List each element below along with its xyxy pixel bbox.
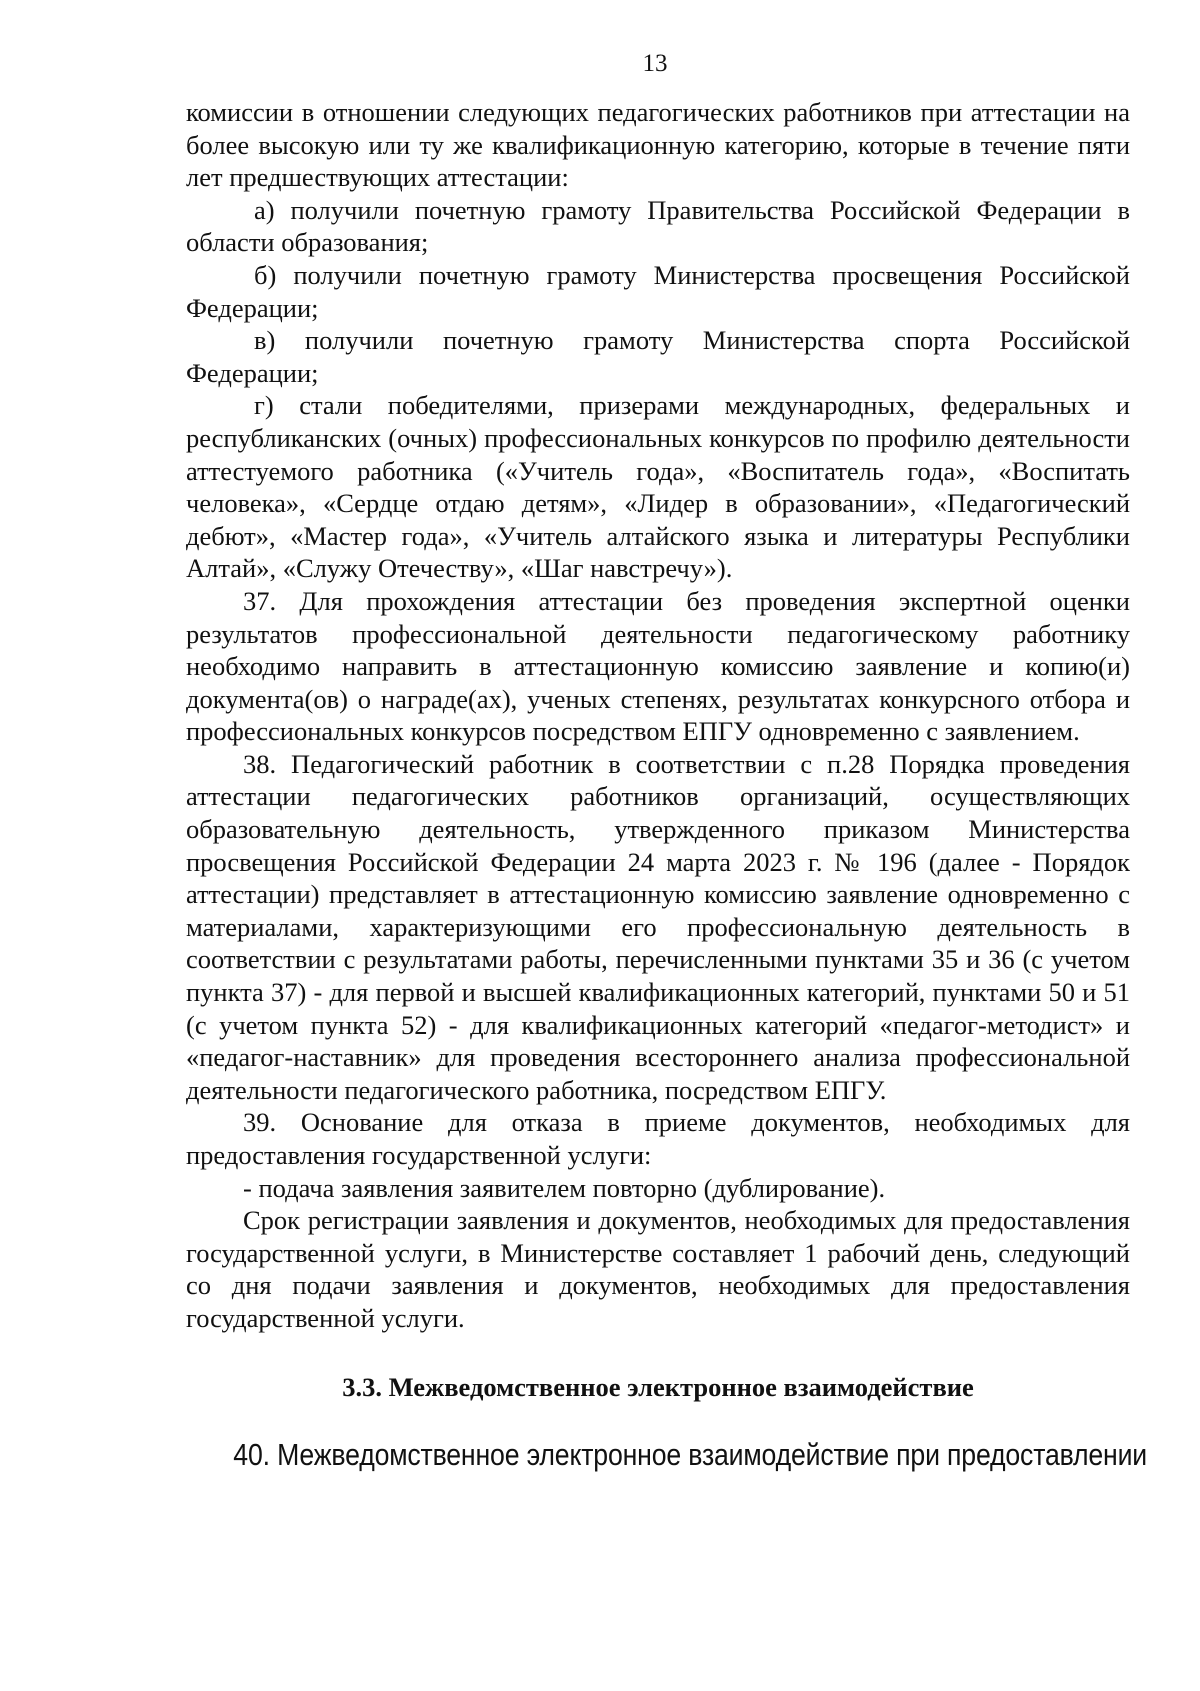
paragraph-item-g: г) стали победителями, призерами международных, федеральных и республиканских (очных) профессиональных конкурсов по профилю деятельности аттестуемого работника («Учитель года», «Воспитатель года», «Воспитать человека», «Сердце отдаю детям», «Лидер в образовании», «Педагогический дебют», «Мастер года», «Учитель алтайского языка и литературы Республики Алтай», «Служу Отечеству», «Шаг навстречу»). [186,390,1130,584]
paragraph-item-v: в) получили почетную грамоту Министерства спорта Российской Федерации; [186,325,1130,388]
paragraph-commission-intro: комиссии в отношении следующих педагогических работников при аттестации на более высокую или ту же квалификационную категорию, которые в течение пяти лет предшествующих аттестации: [186,97,1130,193]
paragraph-37: 37. Для прохождения аттестации без проведения экспертной оценки результатов профессиональной деятельности педагогическому работнику необходимо направить в аттестационную комиссию заявление и копию(и) документа(ов) о награде(ах), ученых степенях, результатах конкурсного отбора и профессиональных конкурсов посредством ЕПГУ одновременно с заявлением. [186,585,1130,747]
paragraph-39-item: - подача заявления заявителем повторно (дублирование). [243,1172,886,1203]
paragraph-40-start: 40. Межведомственное электронное взаимодействие при предоставлении [233,1437,1148,1473]
section-heading: 3.3. Межведомственное электронное взаимодействие [342,1371,974,1402]
paragraph-item-b: б) получили почетную грамоту Министерства просвещения Российской Федерации; [186,259,1130,323]
paragraph-registration-term: Срок регистрации заявления и документов, необходимых для предоставления государственной услуги, в Министерстве составляет 1 рабочий день, следующий со дня подачи заявления и документов, необходимых для предоставления государственной услуги. [186,1205,1130,1333]
document-body [186,96,1148,1473]
paragraph-38: 38. Педагогический работник в соответствии с п.28 Порядка проведения аттестации педагогических работников организаций, осуществляющих образовательную деятельность, утвержденного приказом Министерства просвещения Российской Федерации 24 марта 2023 г. № 196 (далее - Порядок аттестации) представляет в аттестационную комиссию заявление одновременно с материалами, характеризующими его профессиональную деятельность в соответствии с результатами работы, перечисленными пунктами 35 и 36 (с учетом пункта 37) - для первой и высшей квалификационных категорий, пунктами 50 и 51 (с учетом пункта 52) - для квалификационных категорий «педагог-методист» и «педагог-наставник» для проведения всестороннего анализа профессиональной деятельности педагогического работника, посредством ЕПГУ. [186,748,1130,1105]
paragraph-39: 39. Основание для отказа в приеме документов, необходимых для предоставления государственной услуги: [186,1107,1130,1170]
paragraph-item-a: а) получили почетную грамоту Правительства Российской Федерации в области образования; [186,194,1130,258]
page-number: 13 [642,50,668,77]
